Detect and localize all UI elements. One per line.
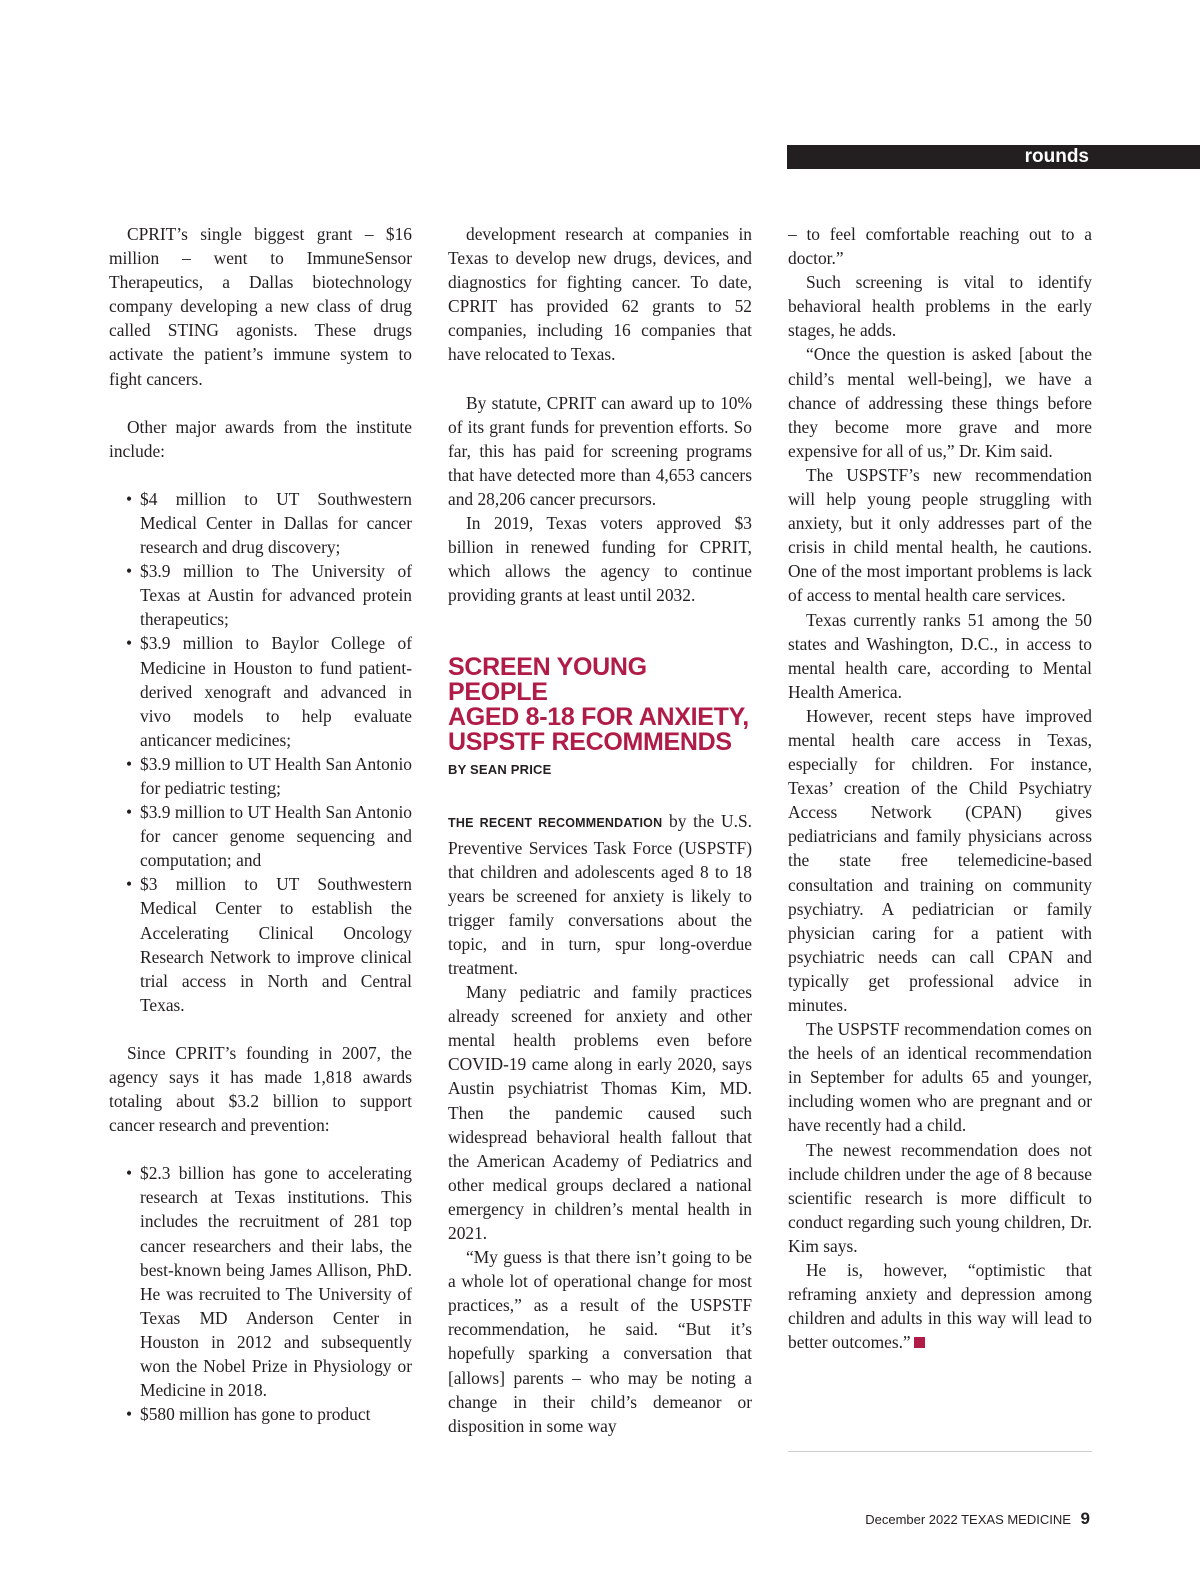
lead-in: THE RECENT RECOMMENDATION bbox=[448, 816, 663, 831]
body-paragraph: The USPSTF’s new recommendation will help young people struggling with anxiety, but it only addresses part of the crisis in child mental health, he cautions. One of the most important problems is lack of access to mental health care services. bbox=[788, 464, 1092, 606]
column-1 bbox=[109, 222, 412, 1426]
body-paragraph: The newest recommendation does not include children under the age of 8 because scientific research is more difficult to conduct regarding such young children, Dr. Kim says. bbox=[788, 1139, 1092, 1256]
closing-paragraph: He is, however, “optimistic that reframing anxiety and depression among children and adults in this way will lead to better outcomes.” bbox=[788, 1260, 1092, 1353]
list-item: • $3.9 million to Baylor College of Medicine in Houston to fund patient-derived xenograft and advanced in vivo models to help evaluate anticancer medicines; bbox=[126, 633, 412, 750]
column-2 bbox=[448, 222, 752, 1438]
list-item: • $3 million to UT Southwestern Medical Center to establish the Accelerating Clinical Oncology Research Network to improve clinical trial access in North and Central Texas. bbox=[126, 874, 412, 1015]
list-item: • $2.3 billion has gone to accelerating research at Texas institutions. This includes the recruitment of 281 top cancer researchers and their labs, the best-known being James Allison, PhD. He was recruited to The University of Texas MD Anderson Center in Houston in 2012 and subsequently won the Nobel Prize in Physiology or Medicine in 2018. bbox=[126, 1163, 412, 1401]
list-item: • $3.9 million to UT Health San Antonio for cancer genome sequencing and computation; and bbox=[126, 802, 412, 871]
totals-list bbox=[109, 1161, 412, 1426]
awards-list bbox=[109, 487, 412, 1017]
byline: BY SEAN PRICE bbox=[448, 762, 552, 778]
issue-date: December 2022 bbox=[865, 1512, 958, 1527]
body-paragraph: “My guess is that there isn’t going to be a whole lot of operational change for most practices,” as a result of the USPSTF recommendation, he said. “But it’s hopefully sparking a conversation that [allows] parents – who may be noting a change in their child’s demeanor or disposition in some way bbox=[448, 1247, 752, 1436]
list-item: • $580 million has gone to product bbox=[126, 1404, 371, 1425]
section-label: rounds bbox=[1024, 146, 1089, 167]
body-paragraph: Such screening is vital to identify behavioral health problems in the early stages, he adds. bbox=[788, 272, 1092, 341]
end-mark-icon bbox=[914, 1337, 925, 1348]
list-item: • $3.9 million to UT Health San Antonio for pediatric testing; bbox=[126, 753, 412, 798]
body-paragraph: In 2019, Texas voters approved $3 billion in renewed funding for CPRIT, which allows the agency to continue providing grants at least until 2032. bbox=[448, 513, 752, 606]
lead-paragraph: THE RECENT RECOMMENDATION by the U.S. Preventive Services Task Force (USPSTF) that children and adolescents aged 8 to 18 years be screened for anxiety is likely to trigger family conversations about the topic, and in turn, spur long-overdue treatment. bbox=[448, 811, 752, 978]
intro-paragraph: CPRIT’s single biggest grant – $16 million – went to ImmuneSensor Therapeutics, a Dallas biotechnology company developing a new class of drug called STING agonists. These drugs activate the patient’s immune system to fight cancers. bbox=[109, 224, 412, 389]
section-banner bbox=[787, 145, 1200, 169]
founding-paragraph: Since CPRIT’s founding in 2007, the agency says it has made 1,818 awards totaling about $3.2 billion to support cancer research and prevention: bbox=[109, 1042, 412, 1136]
list-item: • $4 million to UT Southwestern Medical Center in Dallas for cancer research and drug discovery; bbox=[126, 488, 412, 558]
list-item: • $3.9 million to The University of Texas at Austin for advanced protein therapeutics; bbox=[126, 561, 412, 630]
divider bbox=[788, 1451, 1092, 1452]
article-headline: SCREEN YOUNG PEOPLE AGED 8-18 FOR ANXIETY, USPSTF RECOMMENDS bbox=[448, 653, 749, 757]
continuation-paragraph: development research at companies in Texas to develop new drugs, devices, and diagnostics for fighting cancer. To date, CPRIT has provided 62 grants to 52 companies, including 16 companies that have relocated to Texas. bbox=[448, 224, 752, 365]
body-paragraph: The USPSTF recommendation comes on the heels of an identical recommendation in September for adults 65 and younger, including women who are pregnant and or have recently had a child. bbox=[788, 1019, 1092, 1136]
page-footer bbox=[865, 1509, 1090, 1530]
body-paragraph: However, recent steps have improved mental health care access in Texas, especially for children. For instance, Texas’ creation of the Child Psychiatry Access Network (CPAN) gives pediatricians and family physicians across the state free telemedicine-based consultation and training on community psychiatry. A pediatrician or family physician caring for a patient with psychiatric needs can call CPAN and typically get professional advice in minutes. bbox=[788, 705, 1092, 1015]
awards-intro: Other major awards from the institute include: bbox=[109, 416, 412, 461]
body-paragraph: Texas currently ranks 51 among the 50 states and Washington, D.C., in access to mental health care, according to Mental Health America. bbox=[788, 609, 1092, 702]
body-paragraph: “Once the question is asked [about the child’s mental well-being], we have a chance of addressing these things before they become more grave and more expensive for all of us,” Dr. Kim said. bbox=[788, 344, 1092, 461]
continuation-paragraph: – to feel comfortable reaching out to a doctor.” bbox=[788, 224, 1092, 269]
publication-name: TEXAS MEDICINE bbox=[961, 1512, 1071, 1527]
body-paragraph: Many pediatric and family practices already screened for anxiety and other mental health problems even before COVID-19 came along in early 2020, says Austin psychiatrist Thomas Kim, MD. Then the pandemic caused such widespread behavioral health fallout that the American Academy of Pediatrics and other medical groups declared a national emergency in children’s mental health in 2021. bbox=[448, 982, 752, 1243]
page-number: 9 bbox=[1080, 1509, 1090, 1528]
column-3 bbox=[788, 222, 1092, 1354]
body-paragraph: By statute, CPRIT can award up to 10% of its grant funds for prevention efforts. So far, this has paid for screening programs that have detected more than 4,653 cancers and 28,206 cancer precursors. bbox=[448, 392, 752, 509]
